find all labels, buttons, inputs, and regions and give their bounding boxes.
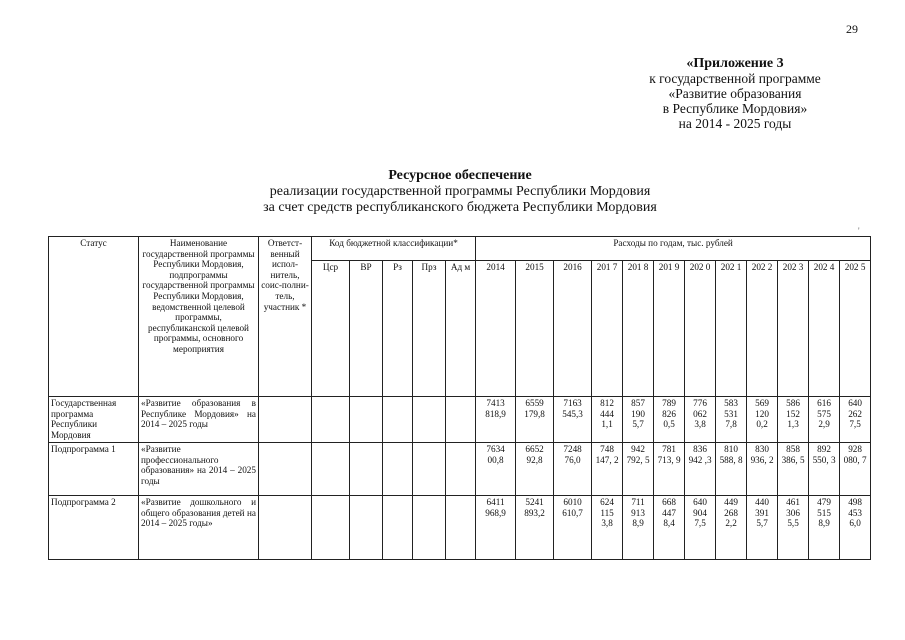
appendix-line: к государственной программе (649, 71, 821, 86)
row-value: 810 588, 8 (716, 443, 747, 496)
row-value: 748 147, 2 (592, 443, 623, 496)
row-code-cell (446, 496, 476, 560)
appendix-line: на 2014 - 2025 годы (678, 116, 792, 131)
page-number: 29 (846, 22, 858, 36)
appendix-line: «Развитие образования (668, 86, 802, 101)
row-value: 857 190 5,7 (623, 397, 654, 443)
header-name: Наименование государственной программы Республики Мордовия, подпрограммы государственной программы Республики Мордовия, ведомственной целевой программы, республиканской целевой программы, основного мероприятия (139, 237, 259, 397)
row-value: 7248 76,0 (554, 443, 592, 496)
appendix-line: в Республике Мордовия» (662, 101, 808, 116)
row-code-cell (383, 443, 413, 496)
row-value: 928 080, 7 (840, 443, 871, 496)
table-row (49, 443, 871, 496)
table-row (49, 496, 871, 560)
header-expenses: Расходы по годам, тыс. рублей (476, 237, 871, 261)
year-header: 202 5 (840, 261, 871, 397)
year-header: 202 1 (716, 261, 747, 397)
row-code-cell (312, 496, 350, 560)
row-value: 616 575 2,9 (809, 397, 840, 443)
row-value: 858 386, 5 (778, 443, 809, 496)
header-budget-code: Код бюджетной классификации* (312, 237, 476, 261)
row-value: 6411 968,9 (476, 496, 516, 560)
year-header: 201 7 (592, 261, 623, 397)
row-value: 942 792, 5 (623, 443, 654, 496)
resource-table (48, 236, 871, 560)
row-value: 711 913 8,9 (623, 496, 654, 560)
margin-mark: ' (858, 226, 860, 236)
header-responsible: Ответст-венный испол-нитель, соис-полни-тель, участник * (259, 237, 312, 397)
header-status: Статус (49, 237, 139, 397)
subheader-csr: Цср (312, 261, 350, 397)
row-value: 7634 00,8 (476, 443, 516, 496)
row-value: 6652 92,8 (516, 443, 554, 496)
table-header-row (49, 237, 871, 261)
row-value: 812 444 1,1 (592, 397, 623, 443)
row-value: 5241 893,2 (516, 496, 554, 560)
row-value: 640 904 7,5 (685, 496, 716, 560)
row-value: 781 713, 9 (654, 443, 685, 496)
row-value: 624 115 3,8 (592, 496, 623, 560)
year-header: 202 3 (778, 261, 809, 397)
row-status: Подпрограмма 1 (49, 443, 139, 496)
subheader-vr: ВР (350, 261, 383, 397)
row-code-cell (312, 397, 350, 443)
row-name: «Развитие профессионального образования» на 2014 – 2025 годы (139, 443, 259, 496)
row-value: 440 391 5,7 (747, 496, 778, 560)
year-header: 202 4 (809, 261, 840, 397)
row-value: 479 515 8,9 (809, 496, 840, 560)
row-code-cell (350, 496, 383, 560)
row-value: 498 453 6,0 (840, 496, 871, 560)
row-code-cell (413, 443, 446, 496)
row-code-cell (413, 496, 446, 560)
year-header: 202 2 (747, 261, 778, 397)
row-value: 461 306 5,5 (778, 496, 809, 560)
row-value: 6559 179,8 (516, 397, 554, 443)
heading-title: Ресурсное обеспечение (388, 168, 532, 183)
row-status: Подпрограмма 2 (49, 496, 139, 560)
row-value: 668 447 8,4 (654, 496, 685, 560)
year-header: 2015 (516, 261, 554, 397)
year-header: 2014 (476, 261, 516, 397)
document-heading (180, 168, 740, 216)
row-value: 640 262 7,5 (840, 397, 871, 443)
row-code-cell (350, 397, 383, 443)
row-responsible (259, 496, 312, 560)
row-code-cell (446, 397, 476, 443)
row-value: 7163 545,3 (554, 397, 592, 443)
row-value: 569 120 0,2 (747, 397, 778, 443)
row-code-cell (413, 397, 446, 443)
row-value: 830 936, 2 (747, 443, 778, 496)
subheader-adm: Ад м (446, 261, 476, 397)
row-value: 583 531 7,8 (716, 397, 747, 443)
row-code-cell (446, 443, 476, 496)
row-code-cell (312, 443, 350, 496)
row-value: 7413 818,9 (476, 397, 516, 443)
row-name: «Развитие дошкольного и общего образования детей на 2014 – 2025 годы» (139, 496, 259, 560)
year-header: 201 9 (654, 261, 685, 397)
row-status: Государственная программа Республики Мордовия (49, 397, 139, 443)
appendix-title: «Приложение 3 (686, 56, 784, 71)
row-responsible (259, 397, 312, 443)
subheader-rz: Рз (383, 261, 413, 397)
row-code-cell (383, 496, 413, 560)
heading-line: реализации государственной программы Республики Мордовия (269, 184, 651, 199)
row-value: 776 062 3,8 (685, 397, 716, 443)
heading-line: за счет средств республиканского бюджета Республики Мордовия (263, 200, 657, 215)
row-name: «Развитие образования в Республике Мордовия» на 2014 – 2025 годы (139, 397, 259, 443)
year-header: 201 8 (623, 261, 654, 397)
year-header: 2016 (554, 261, 592, 397)
row-code-cell (350, 443, 383, 496)
subheader-prz: Прз (413, 261, 446, 397)
year-header: 202 0 (685, 261, 716, 397)
row-value: 586 152 1,3 (778, 397, 809, 443)
row-value: 892 550, 3 (809, 443, 840, 496)
table-row (49, 397, 871, 443)
row-value: 836 942 ,3 (685, 443, 716, 496)
row-value: 449 268 2,2 (716, 496, 747, 560)
appendix-block (590, 56, 880, 131)
row-value: 789 826 0,5 (654, 397, 685, 443)
row-responsible (259, 443, 312, 496)
row-value: 6010 610,7 (554, 496, 592, 560)
row-code-cell (383, 397, 413, 443)
